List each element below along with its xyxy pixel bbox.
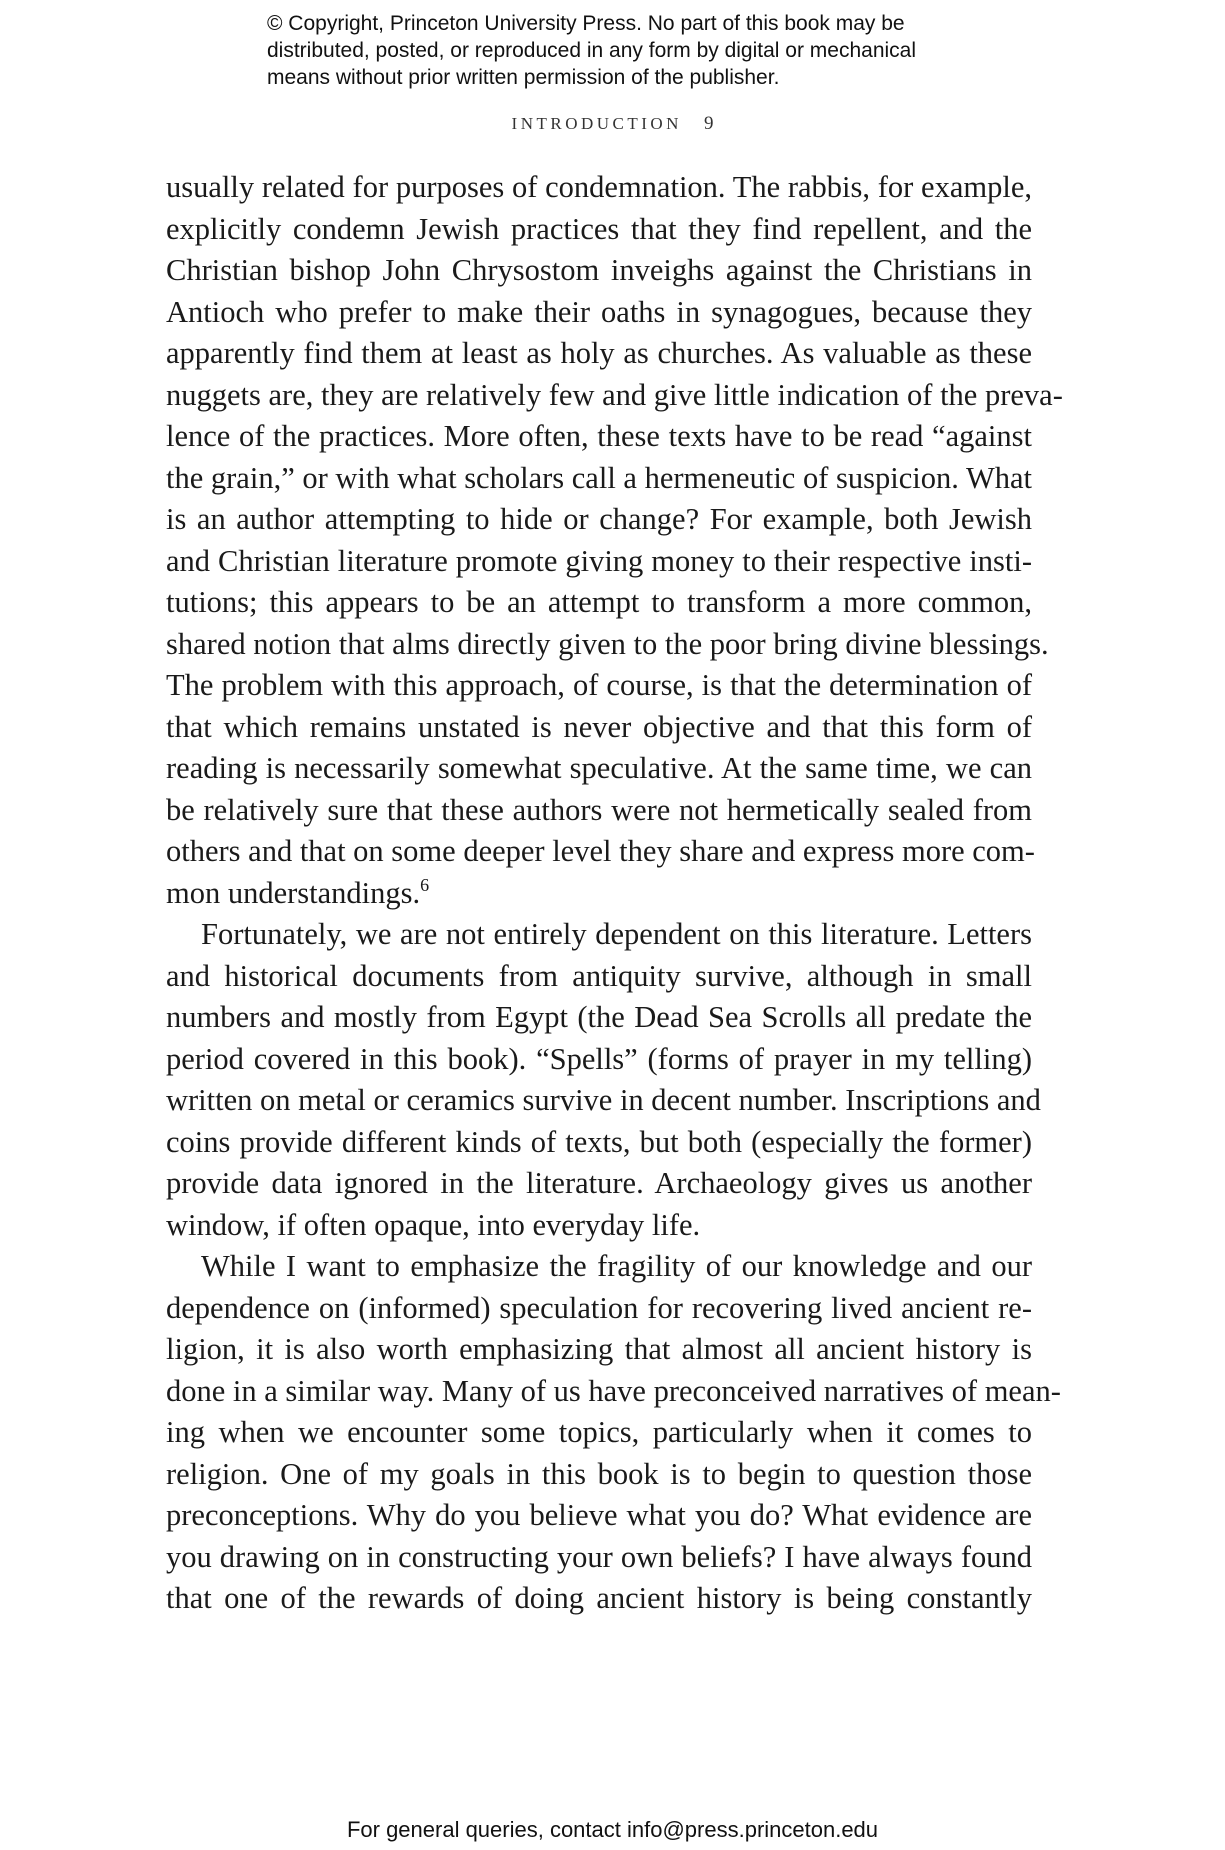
text-line: that one of the rewards of doing ancient history is being constantly <box>166 1581 1032 1615</box>
footer-contact: For general queries, contact info@press.princeton.edu <box>346 1817 879 1842</box>
text-line: tutions; this appears to be an attempt to transform a more common, <box>166 585 1032 619</box>
text-line: lence of the practices. More often, these texts have to be read “against <box>166 419 1032 453</box>
text-line: Christian bishop John Chrysostom inveighs against the Christians in <box>166 253 1032 287</box>
text-line: be relatively sure that these authors were not hermetically sealed from <box>166 792 1032 827</box>
text-line: ing when we encounter some topics, particularly when it comes to <box>166 1415 1032 1449</box>
text-line: period covered in this book). “Spells” (forms of prayer in my telling) <box>166 1041 1032 1076</box>
text-line: written on metal or ceramics survive in decent number. Inscriptions and <box>166 1083 1041 1117</box>
text-line: The problem with this approach, of course, is that the determination of <box>166 668 1032 702</box>
text-line: provide data ignored in the literature. Archaeology gives us another <box>166 1166 1032 1200</box>
text-line: apparently find them at least as holy as churches. As valuable as these <box>166 336 1032 370</box>
text-line: usually related for purposes of condemnation. The rabbis, for example, <box>166 170 1032 204</box>
copyright-notice <box>267 10 987 91</box>
text-line: others and that on some deeper level they share and express more com- <box>166 834 1035 868</box>
text-line: Antioch who prefer to make their oaths in synagogues, because they <box>166 294 1032 329</box>
page-number: 9 <box>703 113 714 134</box>
text-line: reading is necessarily somewhat speculative. At the same time, we can <box>166 751 1032 785</box>
running-head-title: INTRODUCTION <box>511 114 682 133</box>
text-line: explicitly condemn Jewish practices that they find repellent, and the <box>166 211 1032 246</box>
body-text <box>166 167 1063 1620</box>
footnote-marker[interactable]: 6 <box>420 874 430 895</box>
text-line: ligion, it is also worth emphasizing that almost all ancient history is <box>166 1332 1032 1366</box>
copyright-line: distributed, posted, or reproduced in any form by digital or mechanical <box>267 39 917 62</box>
text-line: the grain,” or with what scholars call a hermeneutic of suspicion. What <box>166 460 1032 495</box>
text-line: and Christian literature promote giving money to their respective insti- <box>166 543 1032 578</box>
copyright-line: © Copyright, Princeton University Press. No part of this book may be <box>267 12 905 35</box>
text-line: religion. One of my goals in this book is to begin to question those <box>166 1456 1032 1491</box>
text-line: preconceptions. Why do you believe what you do? What evidence are <box>166 1498 1032 1532</box>
text-line: numbers and mostly from Egypt (the Dead Sea Scrolls all predate the <box>166 1000 1032 1034</box>
text-line: you drawing on in constructing your own beliefs? I have always found <box>166 1539 1032 1574</box>
text-line: Fortunately, we are not entirely dependent on this literature. Letters <box>201 917 1032 951</box>
text-line: done in a similar way. Many of us have preconceived narratives of mean- <box>166 1373 1061 1408</box>
text-line: window, if often opaque, into everyday life. <box>166 1207 701 1242</box>
text-line: is an author attempting to hide or change? For example, both Jewish <box>166 502 1032 536</box>
text-line: that which remains unstated is never objective and that this form of <box>166 709 1032 744</box>
text-line: nuggets are, they are relatively few and give little indication of the preva- <box>166 377 1063 412</box>
copyright-line: means without prior written permission of the publisher. <box>267 66 780 89</box>
text-line <box>166 873 1032 915</box>
running-head <box>0 113 1225 135</box>
text-line: dependence on (informed) speculation for recovering lived ancient re- <box>166 1290 1032 1325</box>
text-line: and historical documents from antiquity survive, although in small <box>166 958 1032 993</box>
text-line: coins provide different kinds of texts, but both (especially the former) <box>166 1124 1032 1159</box>
text-line-content: mon understandings. <box>166 875 421 910</box>
text-line: While I want to emphasize the fragility of our knowledge and our <box>201 1249 1032 1283</box>
text-line: shared notion that alms directly given to the poor bring divine blessings. <box>166 626 1049 661</box>
